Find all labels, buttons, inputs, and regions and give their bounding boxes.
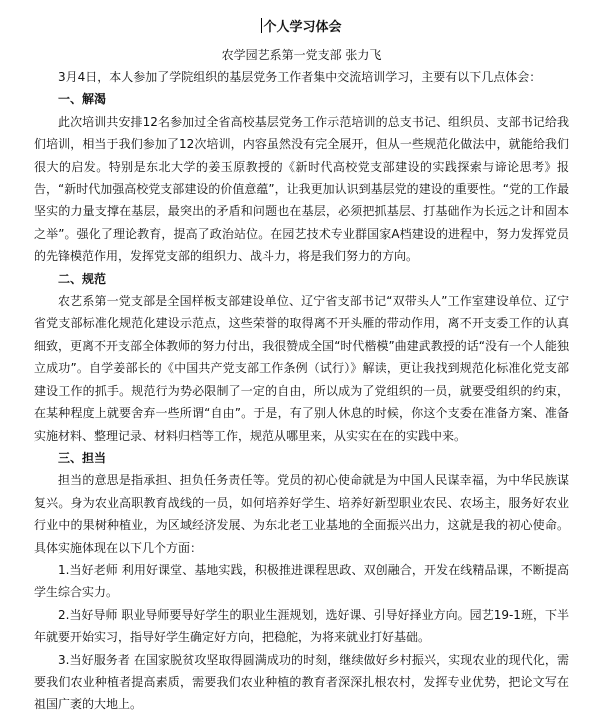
section-2-paragraph-1[interactable]: 农艺系第一党支部是全国样板支部建设单位、辽宁省支部书记“双带头人”工作室建设单位、辽宁省党支部标准化规范化建设示范点，这些荣誉的取得离不开头雁的带动作用，离不开支委工作的认真细致，更离不开支部全体教师的努力付出，我很赞成全国“时代楷模”曲建武教授的话“没有一个人能独立成功”。自学姜部长的《中国共产党支部工作条例（试行）》解读，更让我找到规范化标准化党支部建设工作的抓手。规范行为势必限制了一定的自由，所以成为了党组织的一员，就要受组织的约束，在某种程度上就要舍弃一些所谓“自由”。于是，有了别人休息的时候，你这个支委在准备方案、准备实施材料、整理记录、材料归档等工作，规范从哪里来，从实实在在的实践中来。 xyxy=(34,294,569,443)
section-3-item-2[interactable]: 2.当好导师 职业导师要导好学生的职业生涯规划，选好课、引导好择业方向。园艺19-1班，下半年就要开始实习，指导好学生确定好方向，把稳舵，为将来就业打好基础。 xyxy=(34,607,569,645)
section-heading-1[interactable]: 一、解渴 xyxy=(58,92,107,107)
section-heading-3[interactable]: 三、担当 xyxy=(58,450,107,465)
document-title[interactable]: 个人学习体会 xyxy=(263,20,342,35)
intro-paragraph[interactable]: 3月4日，本人参加了学院组织的基层党务工作者集中交流培训学习，主要有以下几点体会： xyxy=(58,70,542,84)
author-line[interactable]: 农学园艺系第一党支部 张力飞 xyxy=(221,48,382,62)
title-row xyxy=(34,14,569,38)
section-3-item-1[interactable]: 1.当好老师 利用好课堂、基地实践，积极推进课程思政、双创融合，开发在线精品课，不断提高学生综合实力。 xyxy=(34,562,569,600)
section-3-item-3[interactable]: 3.当好服务者 在国家脱贫攻坚取得圆满成功的时刻，继续做好乡村振兴，实现农业的现代化，需要我们农业种植者提高素质，需要我们农业种植的教育者深深扎根农村，发挥专业优势，把论文写在祖国广袤的大地上。 xyxy=(34,652,569,712)
section-3-paragraph-1[interactable]: 担当的意思是指承担、担负任务责任等。党员的初心使命就是为中国人民谋幸福，为中华民族谋复兴。身为农业高职教育战线的一员，如何培养好学生、培养好新型职业农民、农场主，服务好农业行业中的果树种植业，为区域经济发展、为东北老工业基地的全面振兴出力，这就是我的初心使命。具体实施体现在以下几个方面： xyxy=(34,473,569,555)
section-1-paragraph-1[interactable]: 此次培训共安排12名参加过全省高校基层党务工作示范培训的总支书记、组织员、支部书记给我们培训，相当于我们参加了12次培训，内容虽然没有完全展开，但从一些规范化做法中，就能给我们很大的启发。特别是东北大学的姜玉原教授的《新时代高校党支部建设的实践探索与谛论思考》报告，“新时代加强高校党支部建设的价值意蕴”，让我更加认识到基层党的建设的重要性。“党的工作最坚实的力量支撑在基层，最突出的矛盾和问题也在基层，必须把抓基层、打基础作为长远之计和固本之举”。强化了理论教育，提高了政治站位。在园艺技术专业群国家A档建设的进程中，努力发挥党员的先锋模范作用，发挥党支部的组织力、战斗力，将是我们努力的方向。 xyxy=(34,114,569,264)
section-heading-2[interactable]: 二、规范 xyxy=(58,271,107,286)
